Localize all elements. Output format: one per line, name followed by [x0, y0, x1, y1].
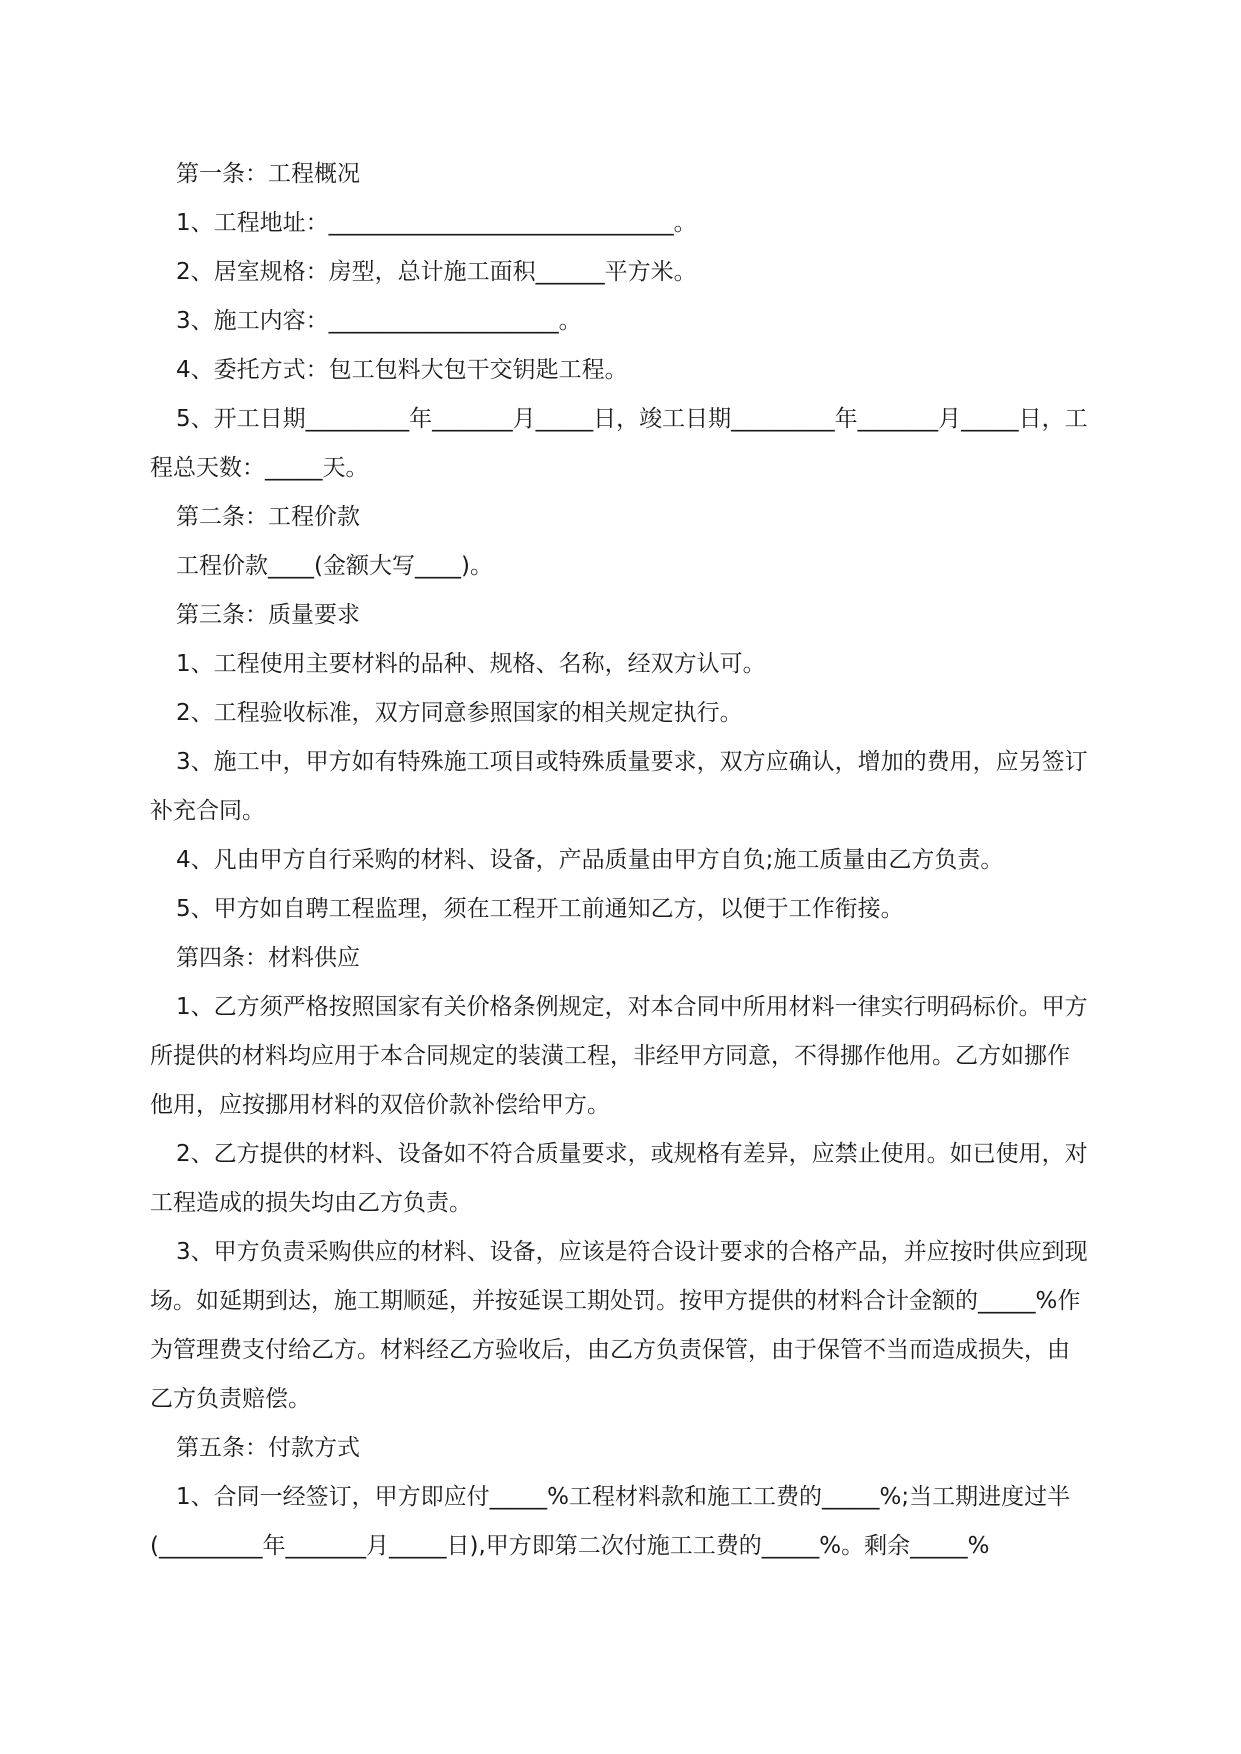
clause-1-2: 2、居室规格：房型，总计施工面积______平方米。 [176, 259, 697, 285]
clause-3-5: 5、甲方如自聘工程监理，须在工程开工前通知乙方，以便于工作衔接。 [176, 896, 904, 922]
article-1-heading: 第一条：工程概况 [176, 161, 360, 187]
clause-1-5: 5、开工日期_________年_______月_____日，竣工日期_________年_______月_____日，工程总天数：_____天。 [150, 406, 1088, 481]
clause-3-4: 4、凡由甲方自行采购的材料、设备，产品质量由甲方自负;施工质量由乙方负责。 [176, 847, 1004, 873]
clause-4-1: 1、乙方须严格按照国家有关价格条例规定，对本合同中所用材料一律实行明码标价。甲方所提供的材料均应用于本合同规定的装潢工程，非经甲方同意，不得挪作他用。乙方如挪作他用，应按挪用材料的双倍价款补偿给甲方。 [150, 994, 1088, 1118]
clause-1-3: 3、施工内容：____________________。 [176, 308, 582, 334]
article-4-heading: 第四条：材料供应 [176, 945, 360, 971]
clause-3-1: 1、工程使用主要材料的品种、规格、名称，经双方认可。 [176, 651, 766, 677]
clause-3-2: 2、工程验收标准，双方同意参照国家的相关规定执行。 [176, 700, 743, 726]
clause-1-1: 1、工程地址：______________________________。 [176, 210, 697, 236]
clause-5-1: 1、合同一经签订，甲方即应付_____%工程材料款和施工工费的_____%;当工期进度过半(_________年_______月_____日),甲方即第二次付施工工费的_____%。剩余_____% [150, 1484, 1071, 1559]
article-3-heading: 第三条：质量要求 [176, 602, 360, 628]
article-2-heading: 第二条：工程价款 [176, 504, 360, 530]
contract-body [150, 150, 1090, 1571]
clause-3-3: 3、施工中，甲方如有特殊施工项目或特殊质量要求，双方应确认，增加的费用，应另签订补充合同。 [150, 749, 1088, 824]
clause-2-price: 工程价款____(金额大写____)。 [176, 553, 493, 579]
clause-4-2: 2、乙方提供的材料、设备如不符合质量要求，或规格有差异，应禁止使用。如已使用，对工程造成的损失均由乙方负责。 [150, 1141, 1088, 1216]
clause-4-3: 3、甲方负责采购供应的材料、设备，应该是符合设计要求的合格产品，并应按时供应到现场。如延期到达，施工期顺延，并按延误工期处罚。按甲方提供的材料合计金额的_____%作为管理费支付给乙方。材料经乙方验收后，由乙方负责保管，由于保管不当而造成损失，由乙方负责赔偿。 [150, 1239, 1088, 1412]
article-5-heading: 第五条：付款方式 [176, 1435, 360, 1461]
clause-1-4: 4、委托方式：包工包料大包干交钥匙工程。 [176, 357, 628, 383]
